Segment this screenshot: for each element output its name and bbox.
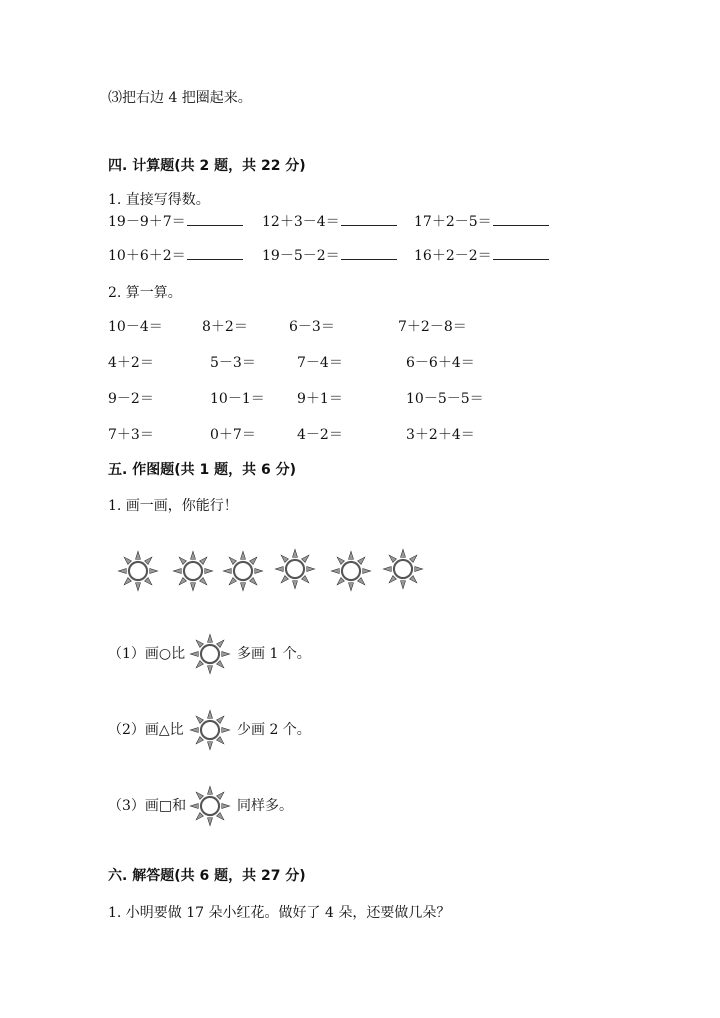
calc-item: 0＋7＝ xyxy=(210,427,256,443)
sun-icon xyxy=(382,548,424,590)
sun-icon xyxy=(189,709,231,751)
calc-item: 5－3＝ xyxy=(210,355,256,371)
sun-icon xyxy=(330,550,372,592)
section-5-heading: 五. 作图题(共 1 题，共 6 分) xyxy=(108,462,296,478)
section-4-q1-title: 1. 直接写得数。 xyxy=(108,192,210,208)
answer-blank[interactable] xyxy=(493,213,549,226)
calc-expression: 17＋2－5＝ xyxy=(414,213,549,231)
sun-icon xyxy=(222,550,264,592)
answer-blank[interactable] xyxy=(187,213,243,226)
sun-icon xyxy=(189,633,231,675)
answer-blank[interactable] xyxy=(187,247,243,260)
calc-item: 10－5－5＝ xyxy=(406,391,484,407)
calc-item: 3＋2＋4＝ xyxy=(406,427,475,443)
sun-icon xyxy=(172,550,214,592)
answer-blank[interactable] xyxy=(341,213,397,226)
sun-icon xyxy=(274,548,316,590)
section-4-q2-title: 2. 算一算。 xyxy=(108,285,182,301)
calc-expression: 10＋6＋2＝ xyxy=(108,247,243,265)
calc-item: 7＋3＝ xyxy=(108,427,154,443)
calc-item: 7＋2－8＝ xyxy=(398,319,467,335)
calc-item: 7－4＝ xyxy=(297,355,343,371)
calc-expression: 19－9＋7＝ xyxy=(108,213,243,231)
calc-expression: 12＋3－4＝ xyxy=(262,213,397,231)
calc-item: 9－2＝ xyxy=(108,391,154,407)
calc-item: 9＋1＝ xyxy=(297,391,343,407)
calc-item: 4－2＝ xyxy=(297,427,343,443)
calc-expression: 16＋2－2＝ xyxy=(414,247,549,265)
answer-blank[interactable] xyxy=(493,247,549,260)
calc-item: 8＋2＝ xyxy=(202,319,248,335)
sun-icon xyxy=(117,550,159,592)
calc-item: 6－6＋4＝ xyxy=(406,355,475,371)
draw-subquestion-2-suffix: 少画 2 个。 xyxy=(237,722,311,738)
calc-item: 10－1＝ xyxy=(210,391,265,407)
section-4-heading: 四. 计算题(共 2 题，共 22 分) xyxy=(108,158,306,174)
question-item-3: ⑶把右边 4 把圈起来。 xyxy=(108,90,252,106)
calc-item: 6－3＝ xyxy=(289,319,335,335)
answer-blank[interactable] xyxy=(341,247,397,260)
section-6-heading: 六. 解答题(共 6 题，共 27 分) xyxy=(108,868,306,884)
calc-item: 4＋2＝ xyxy=(108,355,154,371)
draw-subquestion-2-prefix: （2）画△比 xyxy=(108,722,184,738)
calc-expression: 19－5－2＝ xyxy=(262,247,397,265)
section-5-q1-title: 1. 画一画，你能行！ xyxy=(108,498,238,514)
draw-subquestion-3-prefix: （3）画□和 xyxy=(108,798,187,814)
draw-subquestion-1-suffix: 多画 1 个。 xyxy=(237,646,311,662)
section-6-q1-text: 1. 小明要做 17 朵小红花。做好了 4 朵，还要做几朵？ xyxy=(108,905,451,921)
calc-item: 10－4＝ xyxy=(108,319,163,335)
sun-icon xyxy=(189,785,231,827)
draw-subquestion-3-suffix: 同样多。 xyxy=(237,798,293,814)
draw-subquestion-1-prefix: （1）画○比 xyxy=(108,646,186,662)
